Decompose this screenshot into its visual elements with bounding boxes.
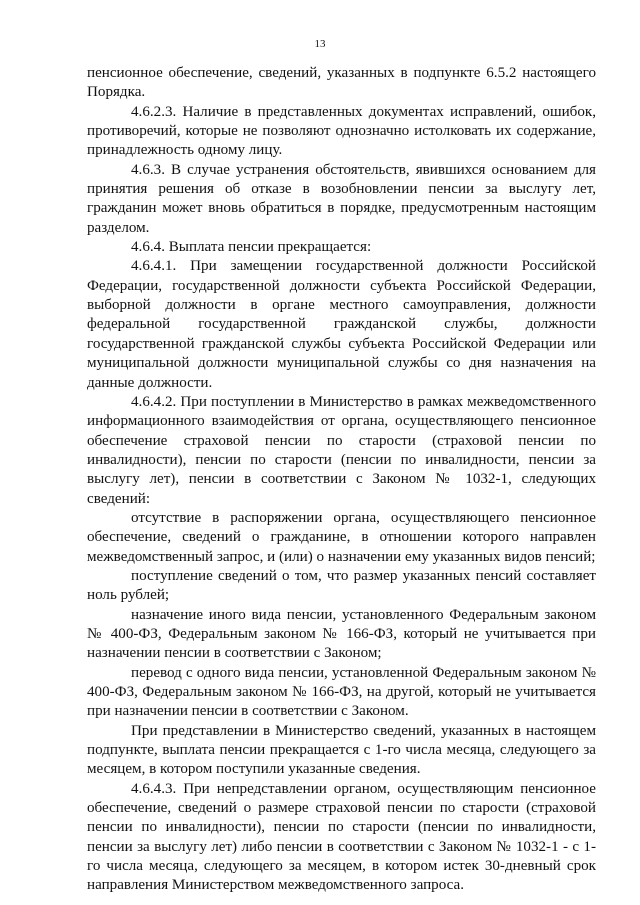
paragraph: 4.6.3. В случае устранения обстоятельств, явившихся основанием для принятия решения об отказе в возобновлении пенсии за выслугу лет, гражданин может вновь обратиться в порядке, предусмотренным настоящим разделом.	[87, 161, 596, 236]
paragraph: пенсионное обеспечение, сведений, указанных в подпункте 6.5.2 настоящего Порядка.	[87, 65, 596, 101]
paragraph: 4.6.4.3. При непредставлении органом, осуществляющим пенсионное обеспечение, сведений о размере страховой пенсии по старости (страховой пенсии по инвалидности), пенсии по старости (пенсии по инвалидности, пенсии за выслугу лет) либо пенсии в соответствии с Законом № 1032-1 - с 1-го числа месяца, следующего за месяцем, в котором истек 30-дневный срок направления Министерством межведомственного запроса.	[87, 780, 596, 894]
document-body	[87, 64, 596, 896]
paragraph: назначение иного вида пенсии, установленного Федеральным законом № 400-ФЗ, Федеральным законом № 166-ФЗ, который не учитывается при назначении пенсии в соответствии с Законом;	[87, 606, 596, 662]
paragraph: перевод с одного вида пенсии, установленной Федеральным законом № 400-ФЗ, Федеральным законом № 166-ФЗ, на другой, который не учитывается при назначении пенсии в соответствии с Законом.	[87, 664, 596, 720]
paragraph: 4.6.4.2. При поступлении в Министерство в рамках межведомственного информационного взаимодействия от органа, осуществляющего пенсионное обеспечение страховой пенсии по старости (страховой пенсии по инвалидности), пенсии по старости (пенсии по инвалидности, пенсии за выслугу лет), пенсии в соответствии с Законом № 1032-1, следующих сведений:	[87, 393, 596, 507]
paragraph: поступление сведений о том, что размер указанных пенсий составляет ноль рублей;	[87, 567, 596, 604]
paragraph: При представлении в Министерство сведений, указанных в настоящем подпункте, выплата пенсии прекращается с 1-го числа месяца, следующего за месяцем, в котором поступили указанные сведения.	[87, 722, 596, 778]
paragraph: отсутствие в распоряжении органа, осуществляющего пенсионное обеспечение, сведений о гражданине, в отношении которого направлен межведомственный запрос, и (или) о назначении ему указанных видов пенсий;	[87, 509, 596, 565]
paragraph: 4.6.4. Выплата пенсии прекращается:	[131, 239, 372, 256]
paragraph: 4.6.4.1. При замещении государственной должности Российской Федерации, государственной должности субъекта Российской Федерации, выборной должности в органе местного самоуправления, должности федеральной государственной гражданской службы, должности государственной гражданской службы субъекта Российской Федерации или муниципальной должности муниципальной службы со дня назначения на данные должности.	[87, 258, 596, 391]
paragraph: 4.6.2.3. Наличие в представленных документах исправлений, ошибок, противоречий, которые не позволяют однозначно истолковать их содержание, принадлежность одному лицу.	[87, 103, 596, 159]
page-number: 13	[314, 38, 326, 50]
